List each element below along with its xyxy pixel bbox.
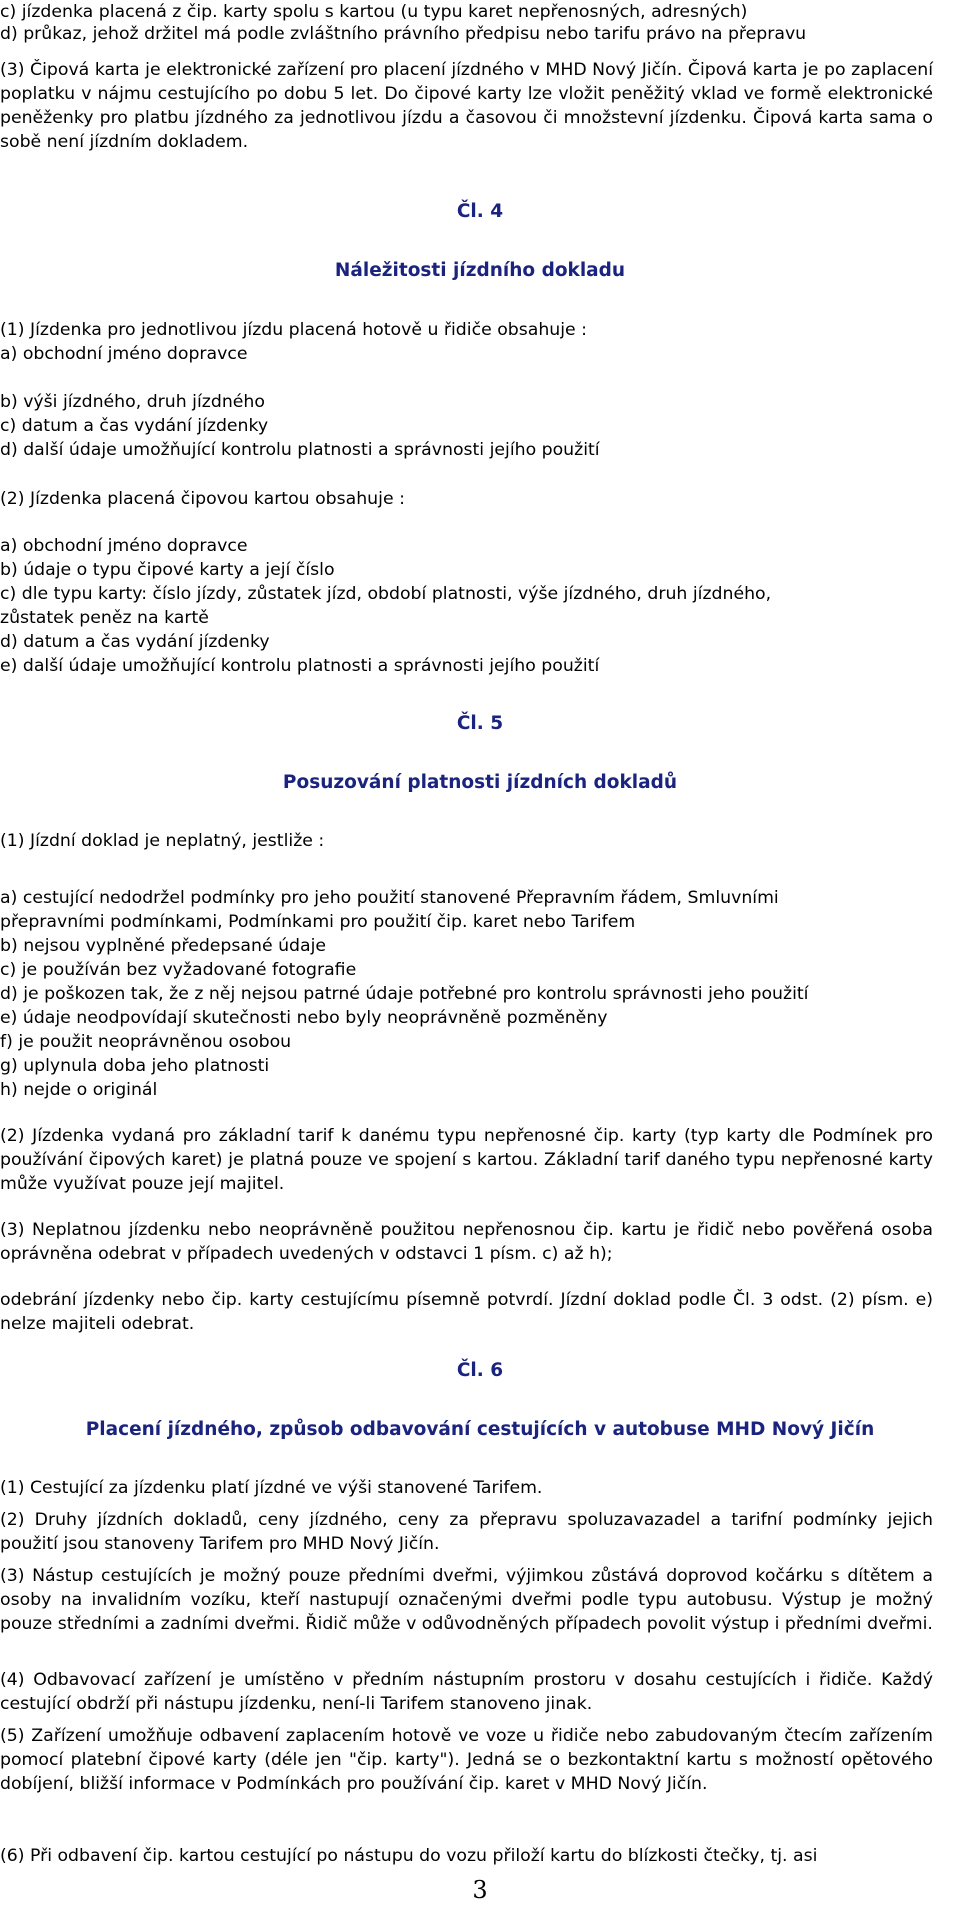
page-number: 3 (472, 1876, 488, 1904)
list-item: a) obchodní jméno dopravce (0, 536, 248, 556)
art6-paragraph-6: (6) Při odbavení čip. kartou cestující po nástupu do vozu přiloží kartu do blízkosti čtečky, tj. asi (0, 1846, 818, 1866)
list-item: přepravními podmínkami, Podmínkami pro použití čip. karet nebo Tarifem (0, 912, 636, 932)
list-item: b) nejsou vyplněné předepsané údaje (0, 936, 327, 956)
art6-paragraph-1: (1) Cestující za jízdenku platí jízdné ve výši stanovené Tarifem. (0, 1478, 543, 1498)
list-item: d) datum a čas vydání jízdenky (0, 632, 270, 652)
art5-paragraph-3: (3) Neplatnou jízdenku nebo neoprávněně použitou nepřenosnou čip. kartu je řidič nebo pověřená osoba oprávněna odebrat v případech uvedených v odstavci 1 písm. c) až h); (0, 1220, 933, 1264)
text-line: d) průkaz, jehož držitel má podle zvláštního právního předpisu nebo tarifu právo na přepravu (0, 24, 807, 44)
list-item: f) je použit neoprávněnou osobou (0, 1032, 292, 1052)
art6-paragraph-5: (5) Zařízení umožňuje odbavení zaplacením hotově ve voze u řidiče nebo zabudovaným čtecím zařízením pomocí platební čipové karty (déle jen "čip. karty"). Jedná se o bezkontaktní kartu s možností opětového dobíjení, bližší informace v Podmínkách pro používání čip. karet v MHD Nový Jičín. (0, 1726, 933, 1794)
art4-intro-1: (1) Jízdenka pro jednotlivou jízdu placená hotově u řidiče obsahuje : (0, 320, 587, 340)
article-6-number: Čl. 6 (456, 1360, 504, 1381)
art5-paragraph-3b: odebrání jízdenky nebo čip. karty cestujícímu písemně potvrdí. Jízdní doklad podle Čl. 3 odst. (2) písm. e) nelze majiteli odebrat. (0, 1290, 933, 1334)
list-item: b) údaje o typu čipové karty a její číslo (0, 560, 335, 580)
art5-intro: (1) Jízdní doklad je neplatný, jestliže : (0, 831, 325, 851)
article-5-number: Čl. 5 (456, 713, 504, 734)
art6-paragraph-2: (2) Druhy jízdních dokladů, ceny jízdného, ceny za přepravu spoluzavazadel a tarifní podmínky jejich použití jsou stanoveny Tarifem pro MHD Nový Jičín. (0, 1510, 933, 1554)
art5-paragraph-2: (2) Jízdenka vydaná pro základní tarif k danému typu nepřenosné čip. karty (typ karty dle Podmínek pro používání čipových karet) je platná pouze ve spojení s kartou. Základní tarif daného typu nepřenosné karty může využívat pouze její majitel. (0, 1126, 933, 1194)
list-item: d) je poškozen tak, že z něj nejsou patrné údaje potřebné pro kontrolu správnosti jeho použití (0, 984, 809, 1004)
article-4-title: Náležitosti jízdního dokladu (334, 260, 626, 281)
list-item: g) uplynula doba jeho platnosti (0, 1056, 270, 1076)
list-item: b) výši jízdného, druh jízdného (0, 392, 265, 412)
article-5-title: Posuzování platnosti jízdních dokladů (282, 772, 678, 793)
text-line: c) jízdenka placená z čip. karty spolu s kartou (u typu karet nepřenosných, adresných) (0, 2, 748, 22)
list-item: h) nejde o originál (0, 1080, 158, 1100)
art4-intro-2: (2) Jízdenka placená čipovou kartou obsahuje : (0, 489, 405, 509)
list-item: zůstatek peněz na kartě (0, 608, 209, 628)
art6-paragraph-3: (3) Nástup cestujících je možný pouze předními dveřmi, výjimkou zůstává doprovod kočárku s dítětem a osoby na invalidním vozíku, kteří nastupují označenými dveřmi podle typu autobusu. Výstup je možný pouze středními a zadními dveřmi. Řidič může v odůvodněných případech povolit výstup i předními dveřmi. (0, 1566, 933, 1634)
article-6-title: Placení jízdného, způsob odbavování cestujících v autobuse MHD Nový Jičín (85, 1419, 875, 1440)
list-item: a) obchodní jméno dopravce (0, 344, 248, 364)
paragraph-chip-card: (3) Čipová karta je elektronické zařízení pro placení jízdného v MHD Nový Jičín. Čipová karta je po zaplacení poplatku v nájmu cestujícího po dobu 5 let. Do čipové karty lze vložit peněžitý vklad ve formě elektronické peněženky pro platbu jízdného za jednotlivou jízdu a časovou či množstevní jízdenku. Čipová karta sama o sobě není jízdním dokladem. (0, 60, 933, 152)
list-item: a) cestující nedodržel podmínky pro jeho použití stanovené Přepravním řádem, Smluvními (0, 888, 779, 908)
list-item: c) datum a čas vydání jízdenky (0, 416, 269, 436)
article-4-number: Čl. 4 (456, 201, 504, 222)
art6-paragraph-4: (4) Odbavovací zařízení je umístěno v předním nástupním prostoru v dosahu cestujících i řidiče. Každý cestující obdrží při nástupu jízdenku, není-li Tarifem stanoveno jinak. (0, 1670, 933, 1714)
list-item: c) je používán bez vyžadované fotografie (0, 960, 357, 980)
list-item: e) údaje neodpovídají skutečnosti nebo byly neoprávněně pozměněny (0, 1008, 608, 1028)
list-item: d) další údaje umožňující kontrolu platnosti a správnosti jejího použití (0, 440, 600, 460)
list-item: c) dle typu karty: číslo jízdy, zůstatek jízd, období platnosti, výše jízdného, druh jízdného, (0, 584, 772, 604)
list-item: e) další údaje umožňující kontrolu platnosti a správnosti jejího použití (0, 656, 600, 676)
